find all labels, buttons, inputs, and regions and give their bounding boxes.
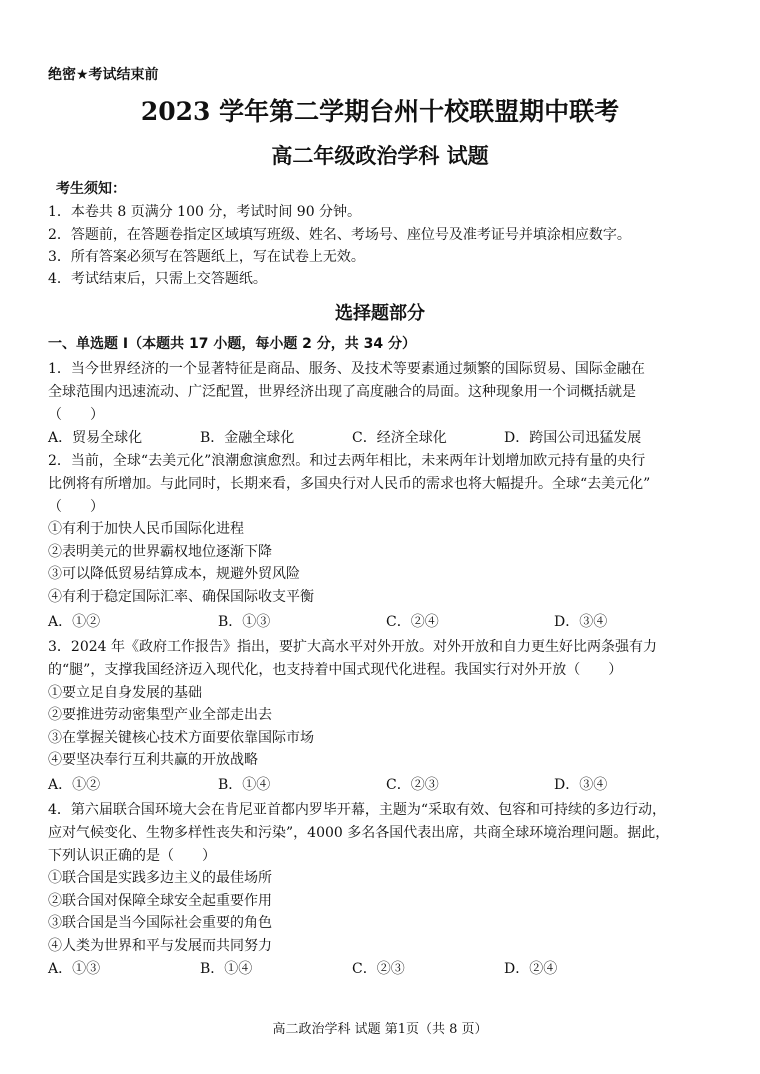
- option-c: C．②③: [352, 961, 405, 977]
- statement: ④有利于稳定国际汇率、确保国际收支平衡: [48, 589, 314, 605]
- statement: ①要立足自身发展的基础: [48, 685, 202, 701]
- exam-title: 2023 学年第二学期台州十校联盟期中联考: [140, 97, 620, 126]
- option-d: D．②④: [504, 961, 558, 977]
- notice-item: 3．所有答案必须写在答题纸上，写在试卷上无效。: [48, 249, 365, 265]
- question-line: （ ）: [48, 499, 104, 515]
- option-b: B．①④: [218, 777, 271, 793]
- option-d: D．③④: [554, 777, 608, 793]
- option-c: C．经济全球化: [352, 430, 447, 446]
- statement: ②表明美元的世界霸权地位逐渐下降: [48, 544, 272, 560]
- option-a: A．①③: [48, 961, 101, 977]
- question-line: 1．当今世界经济的一个显著特征是商品、服务、及技术等要素通过频繁的国际贸易、国际金融在: [48, 361, 645, 377]
- question-line: 4．第六届联合国环境大会在肯尼亚首都内罗毕开幕，主题为“采取有效、包容和可持续的多边行动，: [48, 802, 667, 818]
- option-a: A．贸易全球化: [48, 430, 143, 446]
- question-line: 2．当前，全球“去美元化”浪潮愈演愈烈。和过去两年相比，未来两年计划增加欧元持有量的央行: [48, 453, 646, 469]
- option-b: B．①④: [200, 961, 253, 977]
- question-line: 下列认识正确的是（ ）: [48, 848, 216, 864]
- option-b: B．①③: [218, 614, 271, 630]
- statement: ④要坚决奉行互利共赢的开放战略: [48, 752, 258, 768]
- question-line: 比例将有所增加。与此同时，长期来看，多国央行对人民币的需求也将大幅提升。全球“去美元化”: [48, 476, 651, 492]
- question-line: 全球范围内迅速流动、广泛配置，世界经济出现了高度融合的局面。这种现象用一个词概括就是: [48, 384, 636, 400]
- option-b: B．金融全球化: [200, 430, 295, 446]
- statement: ③可以降低贸易结算成本，规避外贸风险: [48, 566, 300, 582]
- option-c: C．②③: [386, 777, 439, 793]
- option-c: C．②④: [386, 614, 439, 630]
- page-footer: 高二政治学科 试题 第1页（共 8 页）: [272, 1022, 488, 1037]
- statement: ③在掌握关键核心技术方面要依靠国际市场: [48, 730, 314, 746]
- question-line: （ ）: [48, 407, 104, 423]
- confidential-label: 绝密★考试结束前: [48, 67, 159, 83]
- notice-item: 1．本卷共 8 页满分 100 分，考试时间 90 分钟。: [48, 204, 362, 220]
- question-line: 应对气候变化、生物多样性丧失和污染”，4000 多名各国代表出席，共商全球环境治理问题。据此，: [48, 825, 670, 841]
- question-line: 3．2024 年《政府工作报告》指出，要扩大高水平对外开放。对外开放和自力更生好比两条强有力: [48, 639, 657, 655]
- section-title: 选择题部分: [335, 303, 425, 324]
- statement: ②要推进劳动密集型产业全部走出去: [48, 707, 272, 723]
- statement: ①有利于加快人民币国际化进程: [48, 521, 244, 537]
- notice-item: 4．考试结束后，只需上交答题纸。: [48, 271, 267, 287]
- statement: ②联合国对保障全球安全起重要作用: [48, 893, 272, 909]
- option-d: D．③④: [554, 614, 608, 630]
- question-line: 的“腿”，支撑我国经济迈入现代化，也支持着中国式现代化进程。我国实行对外开放（ ）: [48, 662, 623, 678]
- exam-subtitle: 高二年级政治学科 试题: [271, 143, 489, 168]
- option-a: A．①②: [48, 614, 101, 630]
- part-title: 一、单选题 I（本题共 17 小题，每小题 2 分，共 34 分）: [48, 336, 417, 352]
- notice-heading: 考生须知：: [56, 181, 126, 197]
- option-a: A．①②: [48, 777, 101, 793]
- option-d: D．跨国公司迅猛发展: [504, 430, 642, 446]
- statement: ④人类为世界和平与发展而共同努力: [48, 938, 272, 954]
- statement: ③联合国是当今国际社会重要的角色: [48, 915, 272, 931]
- statement: ①联合国是实践多边主义的最佳场所: [48, 870, 272, 886]
- notice-item: 2．答题前，在答题卷指定区域填写班级、姓名、考场号、座位号及准考证号并填涂相应数字。: [48, 227, 631, 243]
